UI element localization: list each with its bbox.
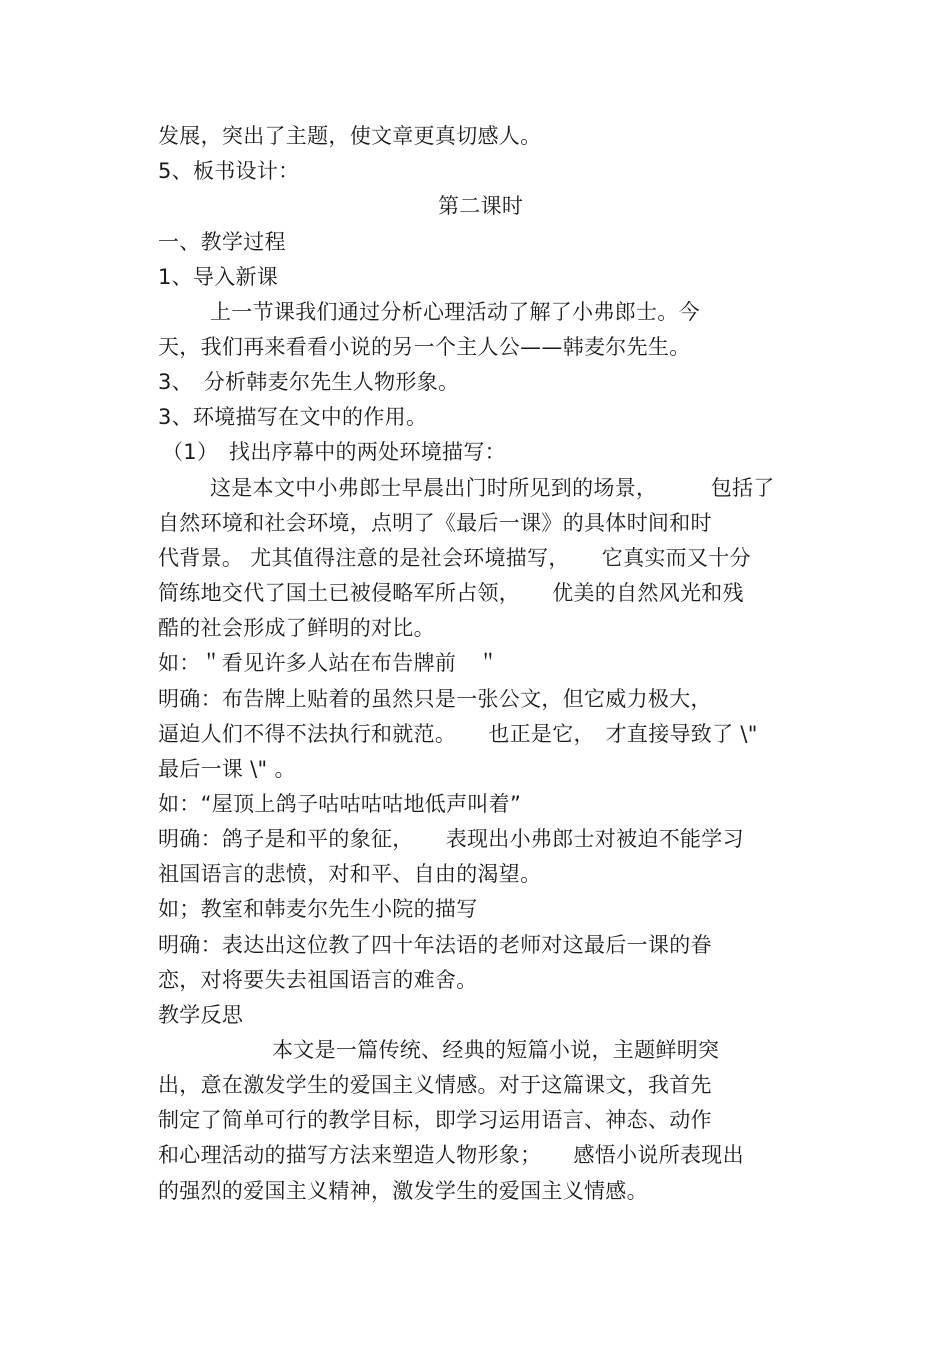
text-line: 如；教室和韩麦尔先生小院的描写	[158, 897, 478, 921]
text-line: 恋，对将要失去祖国语言的难舍。	[158, 968, 478, 992]
text-line: 和心理活动的描写方法来塑造人物形象； 感悟小说所表现出	[158, 1143, 744, 1167]
text-line: 天，我们再来看看小说的另一个主人公——韩麦尔先生。	[158, 335, 691, 359]
text-line: （1） 找出序幕中的两处环境描写：	[162, 440, 506, 464]
text-line: 的强烈的爱国主义精神，激发学生的爱国主义情感。	[158, 1179, 648, 1203]
text-line: 代背景。 尤其值得注意的是社会环境描写， 它真实而又十分	[158, 546, 751, 570]
text-line: 最后一课 \" 。	[158, 757, 296, 781]
text-line: 制定了简单可行的教学目标，即学习运用语言、神态、动作	[158, 1108, 712, 1132]
text-line: 3、环境描写在文中的作用。	[158, 405, 428, 429]
text-line: 发展，突出了主题，使文章更真切感人。	[158, 124, 542, 148]
text-line: 简练地交代了国土已被侵略军所占领， 优美的自然风光和残	[158, 581, 744, 605]
text-line: 3、 分析韩麦尔先生人物形象。	[158, 370, 460, 394]
text-line: 本文是一篇传统、经典的短篇小说，主题鲜明突	[272, 1038, 720, 1062]
section-heading: 第二课时	[438, 194, 524, 218]
text-line: 明确：表达出这位教了四十年法语的老师对这最后一课的眷	[158, 933, 712, 957]
text-line: 自然环境和社会环境，点明了《最后一课》的具体时间和时	[158, 511, 712, 535]
text-line: 明确：布告牌上贴着的虽然只是一张公文，但它威力极大，	[158, 687, 712, 711]
text-line: 逼迫人们不得不法执行和就范。 也正是它， 才直接导致了 \"	[158, 722, 758, 746]
section-heading: 教学反思	[158, 1003, 244, 1027]
text-line: 祖国语言的悲愤，对和平、自由的渴望。	[158, 862, 542, 886]
subsection-heading: 1、导入新课	[158, 265, 279, 289]
section-heading: 一、教学过程	[158, 230, 286, 254]
text-line: 出，意在激发学生的爱国主义情感。对于这篇课文，我首先	[158, 1073, 712, 1097]
text-line: 如：＂看见许多人站在布告牌前 ＂	[158, 651, 499, 675]
text-line: 如：“屋顶上鸽子咕咕咕咕地低声叫着”	[158, 792, 522, 816]
text-line: 酷的社会形成了鲜明的对比。	[158, 616, 435, 640]
text-line: 5、板书设计：	[158, 159, 300, 183]
text-line: 上一节课我们通过分析心理活动了解了小弗郎士。今	[210, 300, 700, 324]
text-line: 这是本文中小弗郎士早晨出门时所见到的场景， 包括了	[210, 476, 775, 500]
text-line: 明确：鸽子是和平的象征， 表现出小弗郎士对被迫不能学习	[158, 827, 744, 851]
